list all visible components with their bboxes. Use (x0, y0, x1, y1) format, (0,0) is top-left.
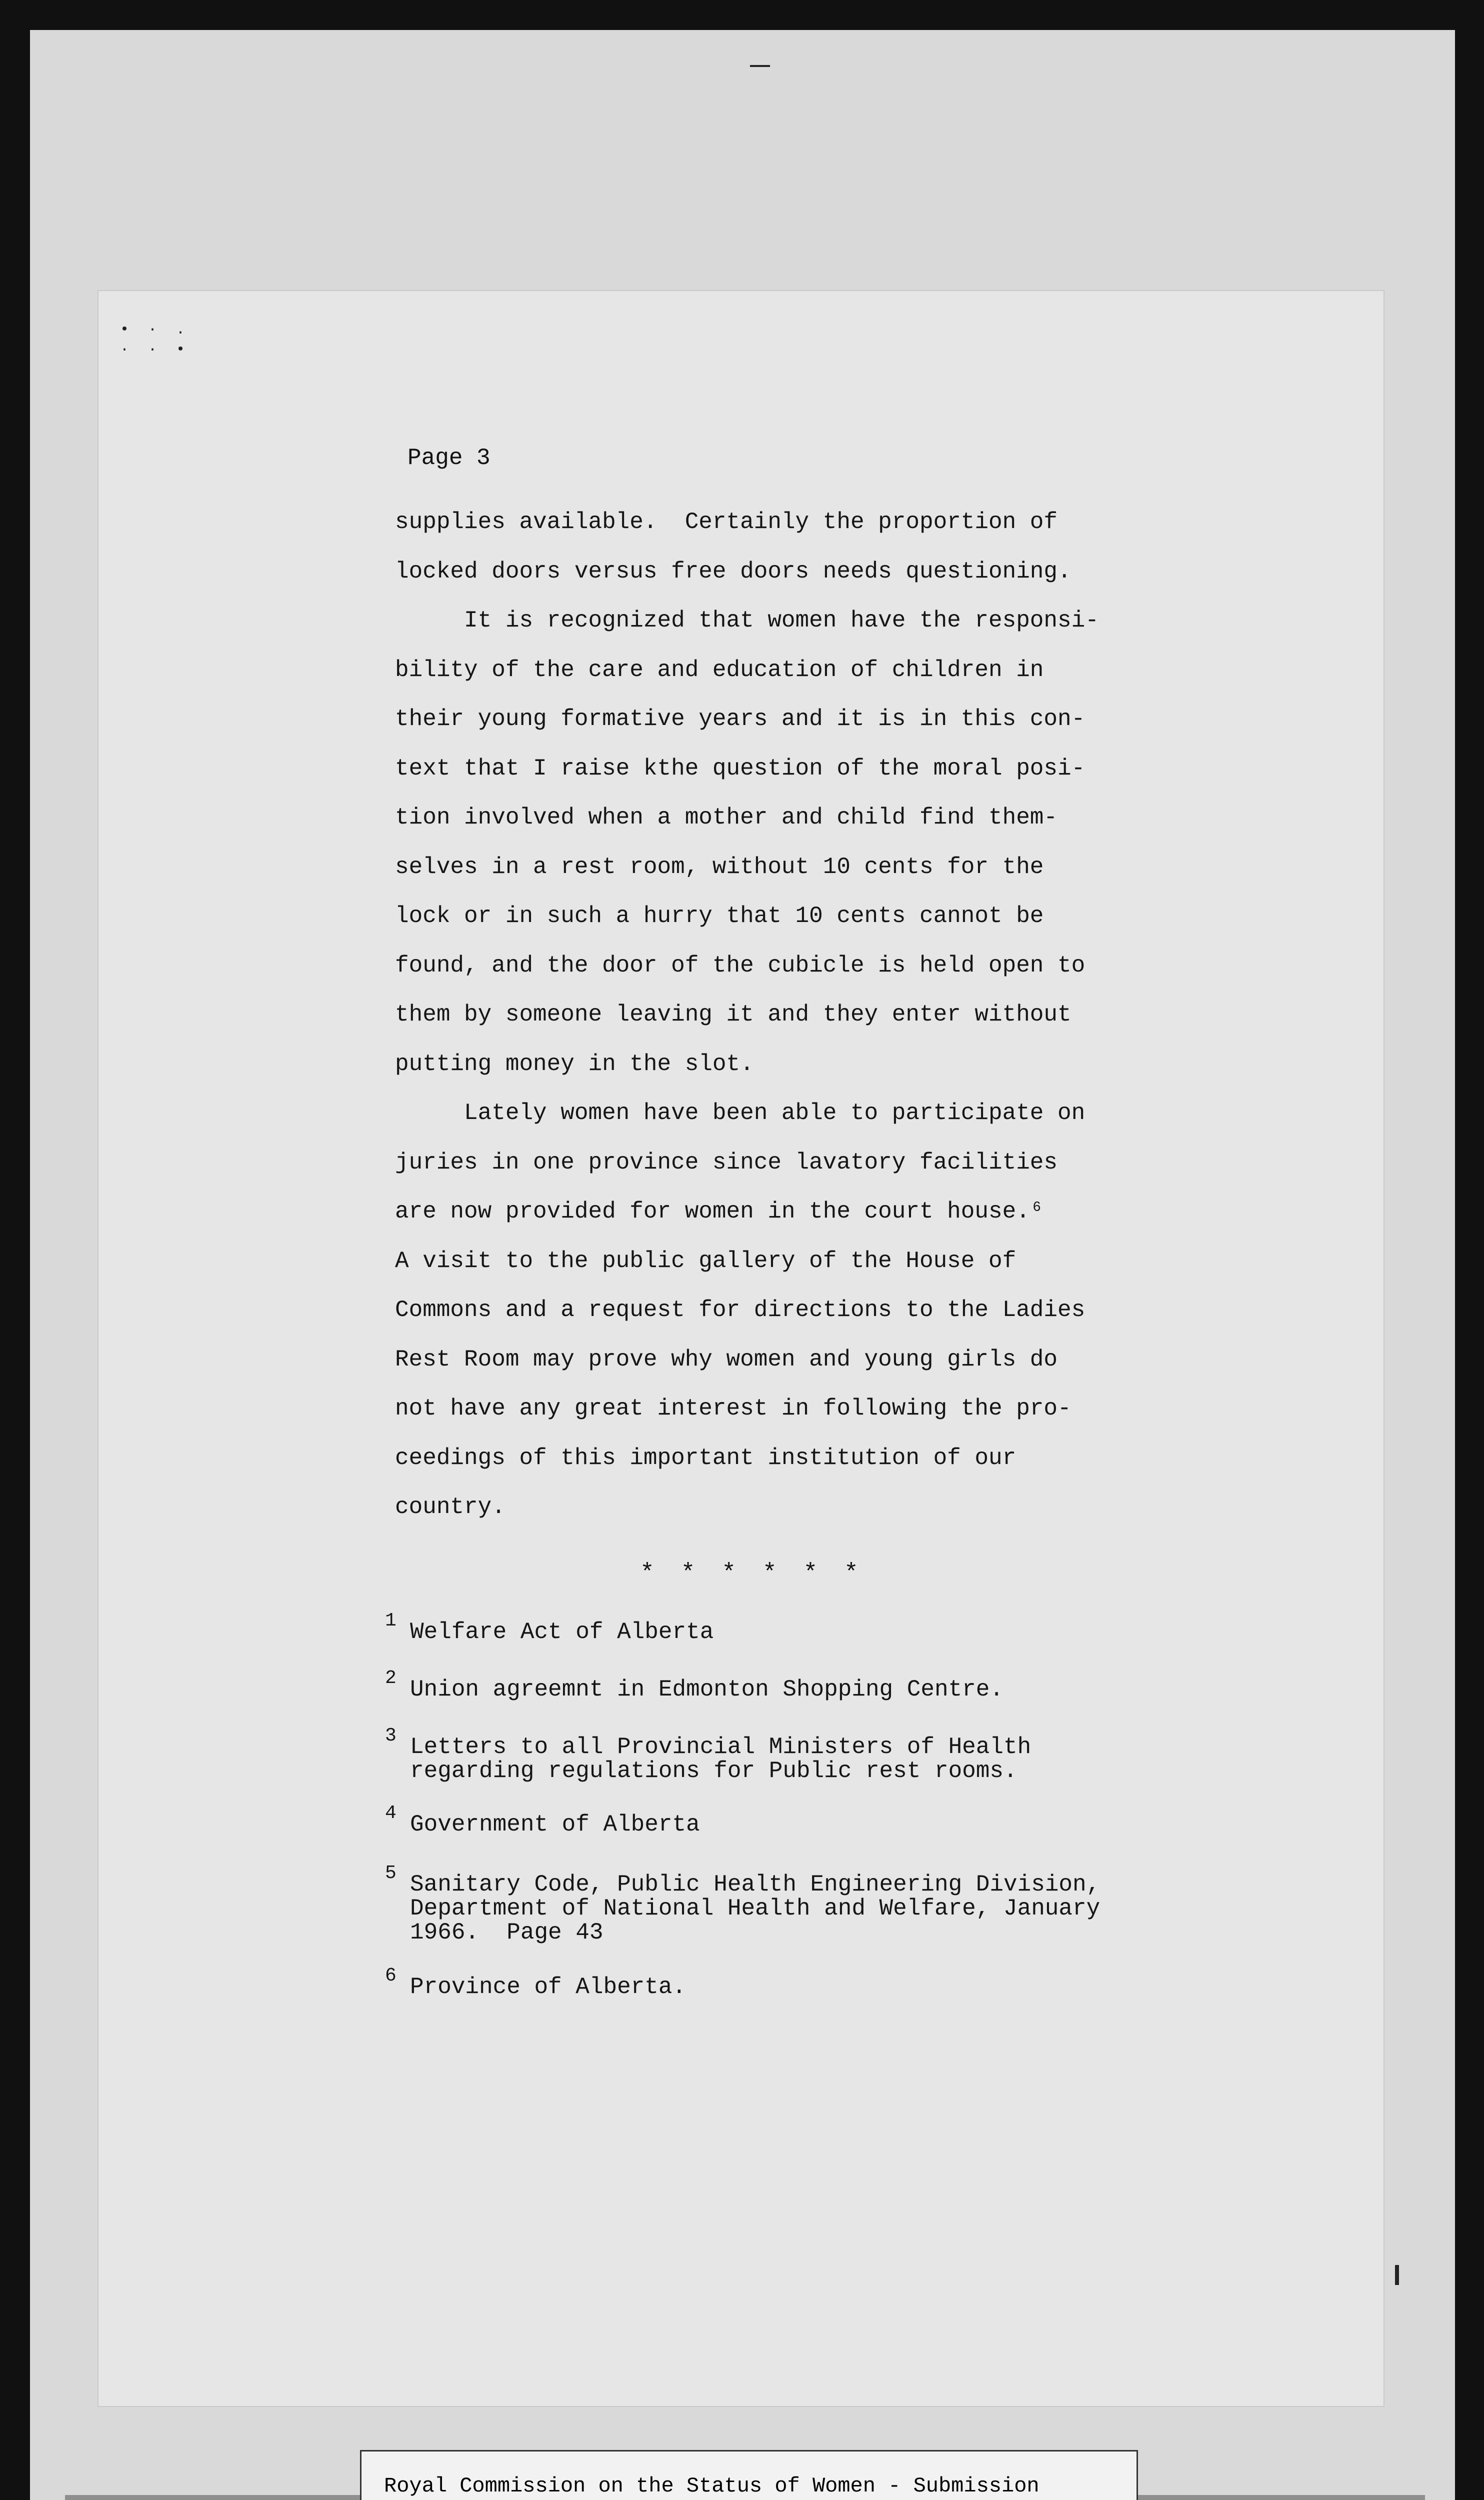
body-text (395, 498, 1099, 1532)
footnote-text: Letters to all Provincial Ministers of Health regarding regulations for Public rest rooms. (410, 1734, 1032, 1784)
footnote-number: 4 (385, 1802, 396, 1824)
archive-label (360, 2450, 1138, 2500)
body-line: Rest Room may prove why women and young girls do (395, 1346, 1058, 1372)
body-line: It is recognized that women have the responsi- (395, 608, 1099, 634)
page-number: Page 3 (408, 445, 490, 471)
footnote-text: Welfare Act of Alberta (410, 1619, 714, 1645)
body-line: locked doors versus free doors needs questioning. (395, 558, 1072, 584)
body-line: found, and the door of the cubicle is held open to (395, 952, 1086, 978)
body-line: juries in one province since lavatory facilities (395, 1149, 1058, 1176)
body-line: Commons and a request for directions to the Ladies (395, 1297, 1086, 1323)
footnote-text: Sanitary Code, Public Health Engineering Division, Department of National Health and Welfare, January 1966. Page 43 (410, 1872, 1100, 1946)
body-line: tion involved when a mother and child find them- (395, 804, 1058, 830)
footnote-number: 6 (385, 1965, 396, 1986)
footnote-number: 3 (385, 1725, 396, 1746)
footnote-text: Union agreemnt in Edmonton Shopping Centre. (410, 1676, 1004, 1702)
body-line: text that I raise kthe question of the moral posi- (395, 755, 1086, 782)
footnote-number: 2 (385, 1668, 396, 1689)
body-line: bility of the care and education of children in (395, 656, 1044, 683)
footnote-text: Province of Alberta. (410, 1974, 686, 2000)
body-line: A visit to the public gallery of the House of (395, 1248, 1016, 1274)
body-line: selves in a rest room, without 10 cents for the (395, 854, 1044, 880)
paper-specks: • · . · · • (120, 322, 190, 358)
body-line: putting money in the slot. (395, 1050, 754, 1077)
body-line: them by someone leaving it and they enter without (395, 1002, 1072, 1028)
archive-label-title: Royal Commission on the Status of Women - Submission (384, 2474, 1040, 2498)
body-line: are now provided for women in the court house.⁶ (395, 1198, 1044, 1224)
top-mark (750, 65, 770, 67)
body-line: their young formative years and it is in this con- (395, 706, 1086, 732)
section-separator: * * * * * * (640, 1560, 864, 1587)
footnote-number: 5 (385, 1862, 396, 1884)
edge-mark (1395, 2265, 1399, 2285)
body-line: supplies available. Certainly the proportion of (395, 509, 1058, 535)
footnote-text: Government of Alberta (410, 1812, 700, 1838)
body-line: lock or in such a hurry that 10 cents cannot be (395, 903, 1044, 929)
footnote-number: 1 (385, 1610, 396, 1632)
body-line: ceedings of this important institution of our (395, 1444, 1016, 1471)
body-line: Lately women have been able to participate on (395, 1100, 1086, 1126)
body-line: country. (395, 1494, 506, 1520)
body-line: not have any great interest in following the pro- (395, 1396, 1072, 1422)
